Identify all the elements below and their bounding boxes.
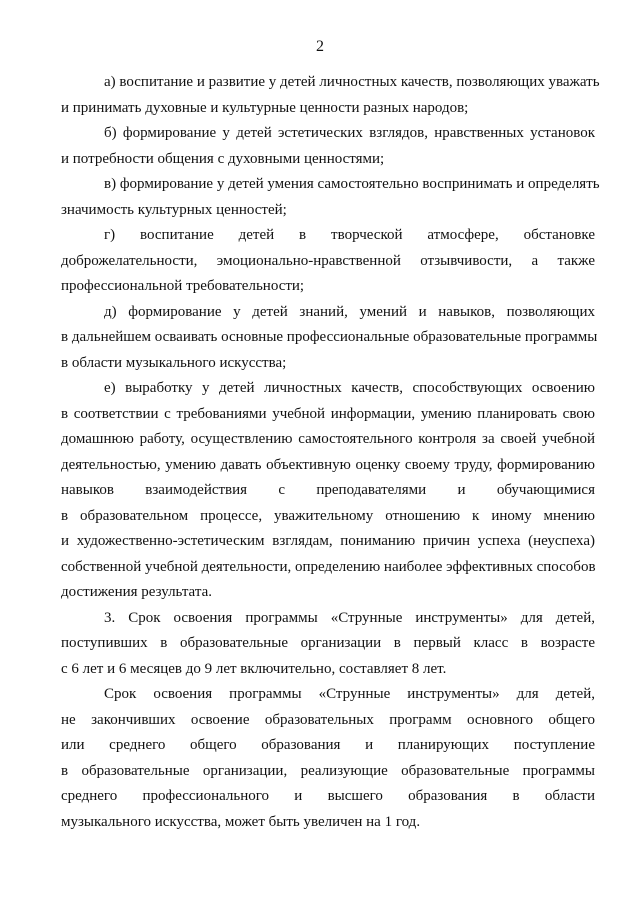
paragraph-b [61, 121, 595, 172]
text-line: а) воспитание и развитие у детей личностных качеств, позволяющих уважать [104, 74, 600, 90]
text-line: б) формирование у детей эстетических взглядов, нравственных установок [104, 125, 595, 141]
page-number: 2 [316, 38, 324, 55]
text-line: профессиональной требовательности; [61, 278, 305, 294]
text-line: достижения результата. [61, 584, 212, 600]
text-line: домашнюю работу, осуществлению самостоятельного контроля за своей учебной [61, 431, 595, 447]
text-line: 3. Срок освоения программы «Струнные инструменты» для детей, [104, 609, 595, 626]
text-line: г) воспитание детей в творческой атмосфере, обстановке [104, 227, 595, 243]
text-line: Срок освоения программы «Струнные инструменты» для детей, [104, 686, 595, 702]
text-line: деятельностью, умению давать объективную оценку своему труду, формированию [61, 456, 595, 473]
paragraph-c [61, 172, 600, 223]
paragraph-d [61, 223, 595, 300]
paragraph-f [61, 376, 595, 606]
text-line: навыков взаимодействия с преподавателями и обучающимися [61, 482, 595, 498]
text-line: в области музыкального искусства; [61, 354, 287, 371]
text-line: и художественно-эстетическим взглядам, пониманию причин успеха (неуспеха) [61, 533, 595, 549]
text-line: музыкального искусства, может быть увеличен на 1 год. [61, 813, 421, 830]
text-line: среднего профессионального и высшего образования в области [61, 788, 595, 804]
paragraph-a [61, 70, 600, 121]
text-line: в соответствии с требованиями учебной информации, умению планировать свою [61, 405, 595, 422]
text-line: собственной учебной деятельности, определению наиболее эффективных способов [61, 558, 596, 575]
text-line: в дальнейшем осваивать основные профессиональные образовательные программы [61, 329, 598, 345]
text-line: поступивших в образовательные организации в первый класс в возрасте [61, 635, 595, 651]
text-line: и принимать духовные и культурные ценности разных народов; [61, 99, 469, 116]
text-line: значимость культурных ценностей; [61, 201, 287, 218]
text-line: е) выработку у детей личностных качеств, способствующих освоению [104, 380, 595, 396]
paragraph-4 [61, 682, 595, 835]
paragraph-3 [61, 606, 595, 683]
text-line: или среднего общего образования и планирующих поступление [61, 737, 595, 753]
text-line: не закончивших освоение образовательных программ основного общего [61, 711, 595, 728]
paragraph-e [61, 300, 598, 377]
text-line: доброжелательности, эмоционально-нравственной отзывчивости, а также [61, 252, 595, 269]
text-line: с 6 лет и 6 месяцев до 9 лет включительно, составляет 8 лет. [61, 660, 447, 677]
text-line: в образовательные организации, реализующие образовательные программы [61, 762, 595, 779]
text-line: и потребности общения с духовными ценностями; [61, 150, 385, 167]
document-body [61, 70, 600, 835]
text-line: д) формирование у детей знаний, умений и навыков, позволяющих [104, 303, 595, 320]
text-line: в) формирование у детей умения самостоятельно воспринимать и определять [104, 176, 600, 192]
text-line: в образовательном процессе, уважительному отношению к иному мнению [61, 507, 595, 524]
